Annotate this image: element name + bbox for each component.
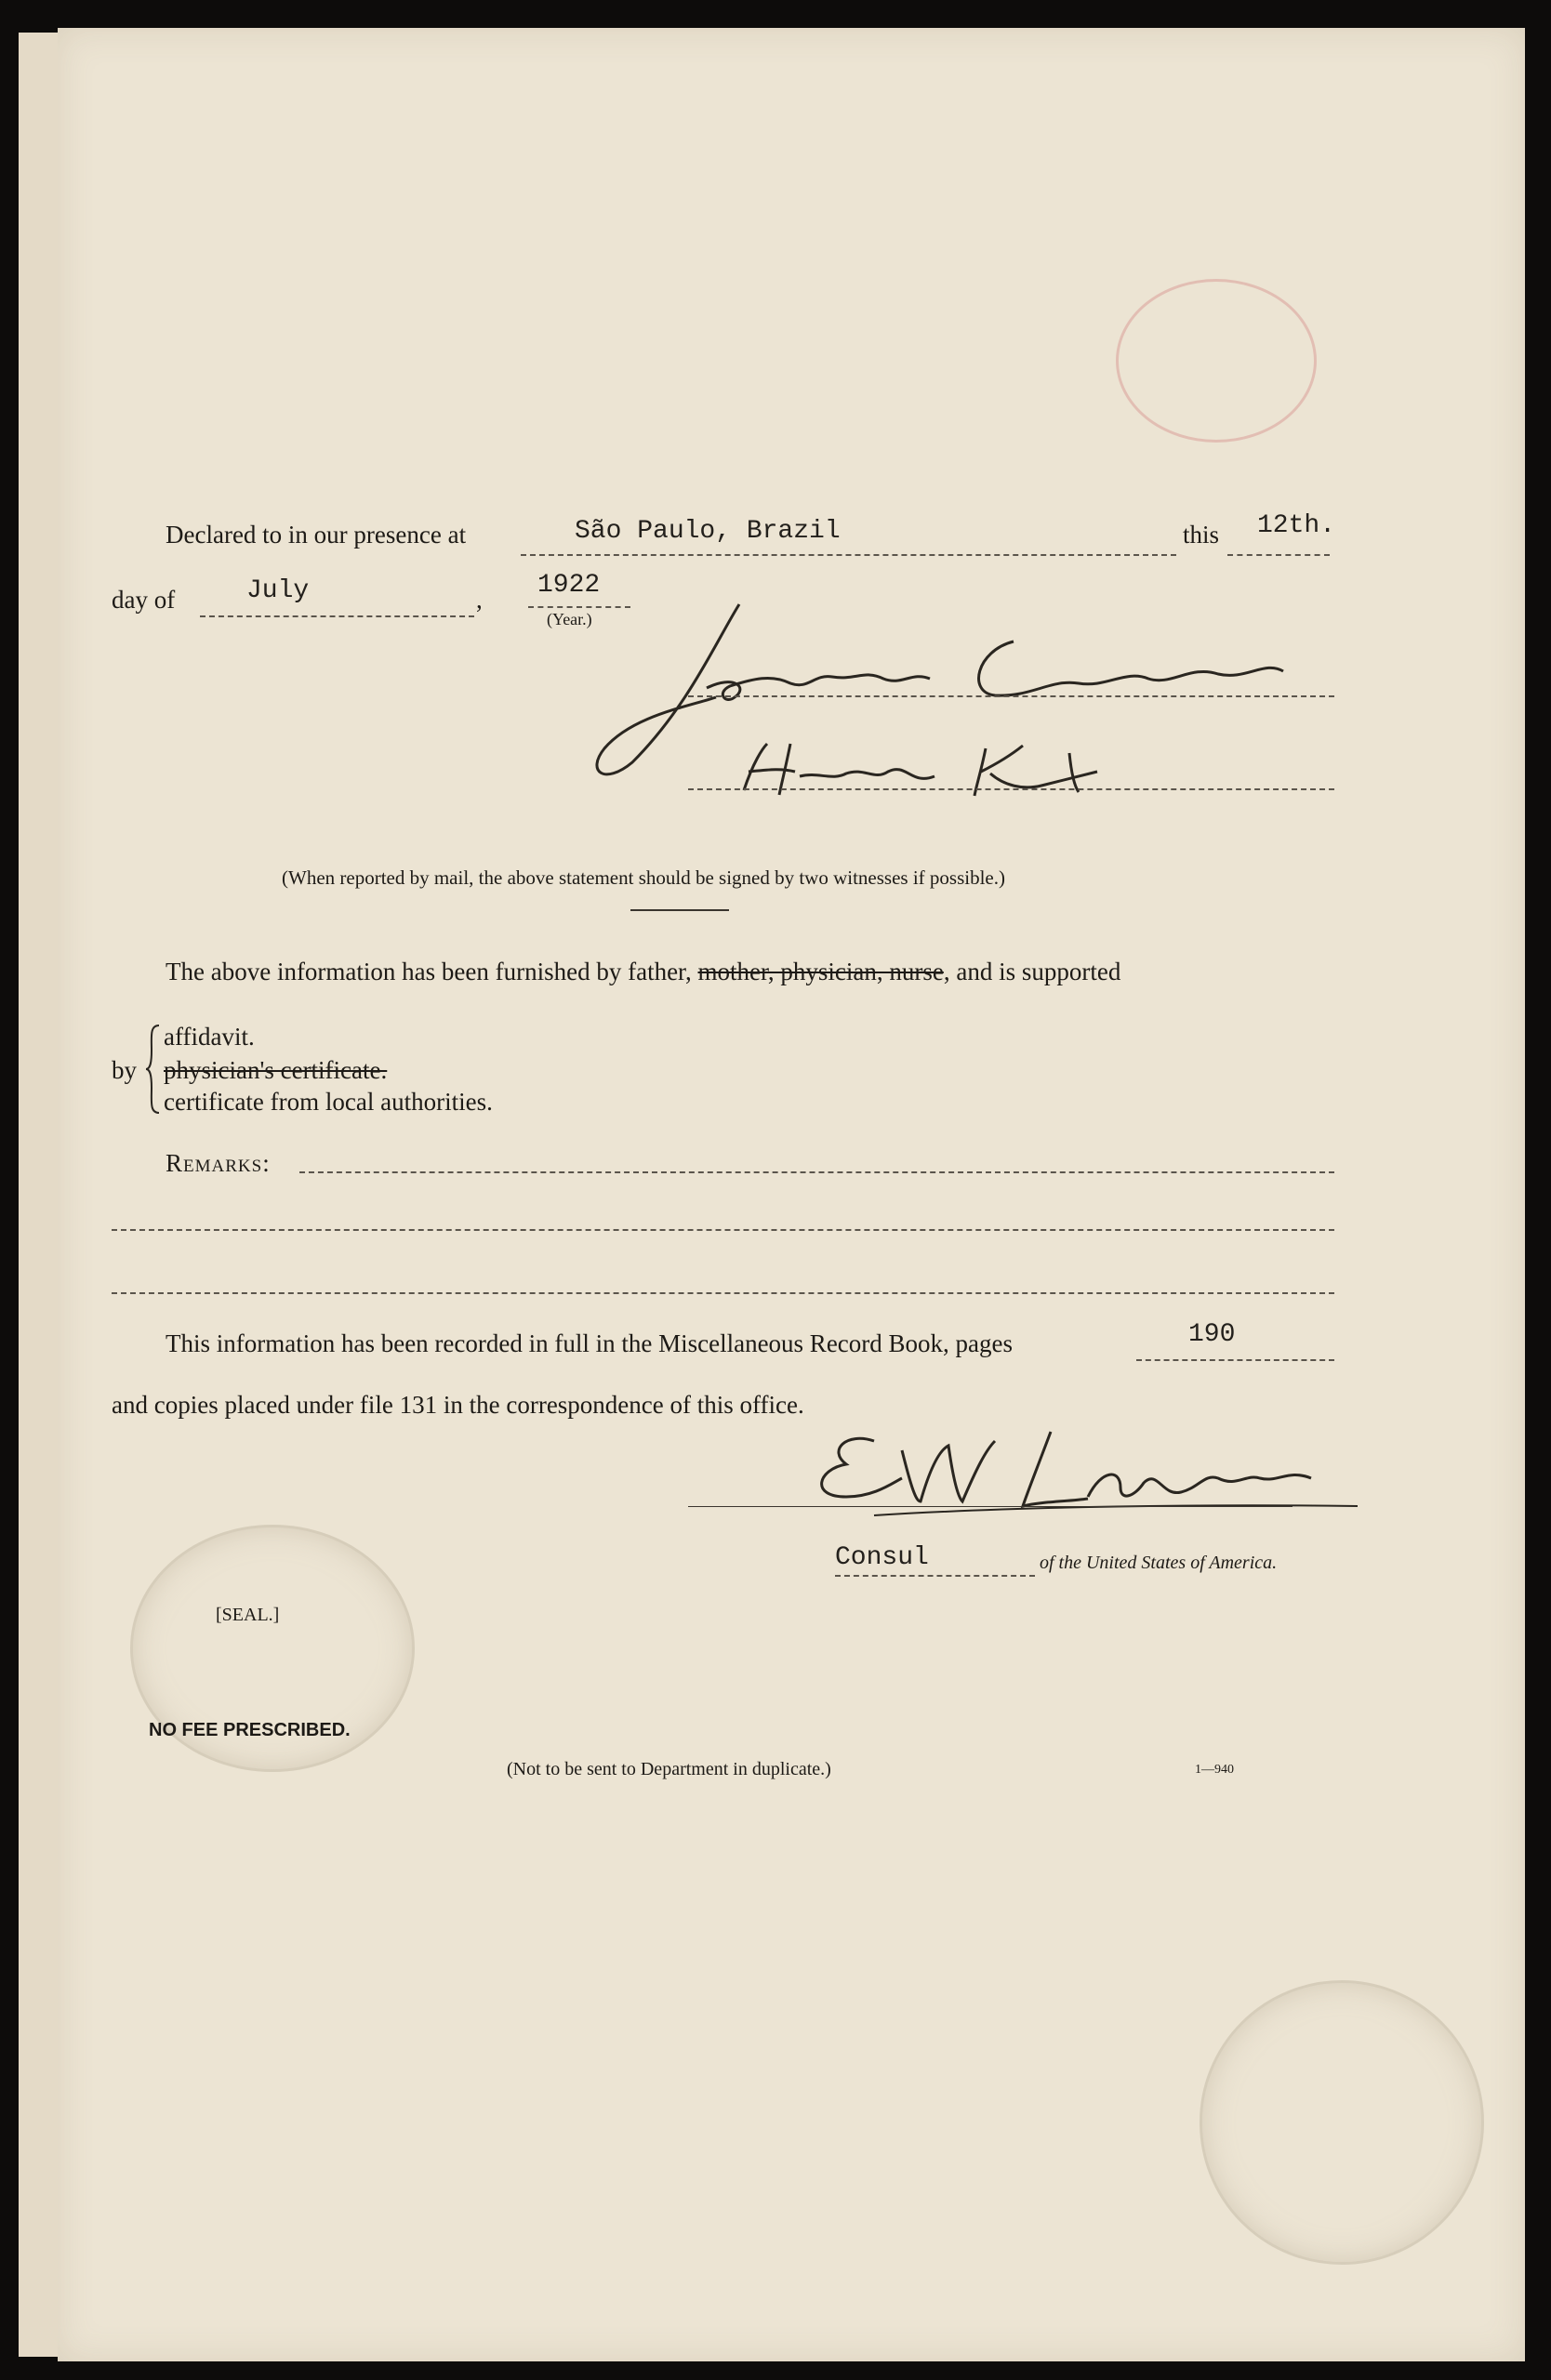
divider <box>630 909 729 911</box>
remarks-line-1 <box>299 1171 1334 1173</box>
furnished-statement <box>166 958 1120 986</box>
pages-value: 190 <box>1188 1320 1236 1349</box>
consul-title: Consul <box>835 1543 929 1572</box>
remarks-line-2 <box>112 1229 1334 1231</box>
furnished-struck: mother, physician, nurse <box>697 958 944 985</box>
dept-note: (Not to be sent to Department in duplicate.) <box>507 1759 831 1779</box>
option-physician-certificate: physician's certificate. <box>164 1056 388 1084</box>
furnished-end: , and is supported <box>943 958 1121 985</box>
month-line <box>200 615 474 617</box>
consul-suffix: of the United States of America. <box>1040 1553 1278 1573</box>
day-of-label: day of <box>112 586 176 614</box>
year-value: 1922 <box>537 571 601 600</box>
faint-stamp <box>1116 279 1317 443</box>
remarks-label: Remarks: <box>166 1149 271 1177</box>
day-line <box>1227 554 1330 556</box>
month-value: July <box>246 576 310 605</box>
this-label: this <box>1183 521 1220 549</box>
witness-line-1 <box>688 695 1334 697</box>
pages-line <box>1136 1359 1334 1361</box>
seal-label: [SEAL.] <box>216 1605 280 1625</box>
witness-line-2 <box>688 788 1334 790</box>
day-value: 12th. <box>1257 511 1336 540</box>
declared-label: Declared to in our presence at <box>166 521 467 549</box>
option-local-authorities: certificate from local authorities. <box>164 1088 493 1116</box>
remarks-line-3 <box>112 1292 1334 1294</box>
option-affidavit: affidavit. <box>164 1023 255 1051</box>
year-caption: (Year.) <box>547 610 592 628</box>
fee-note: NO FEE PRESCRIBED. <box>149 1720 351 1740</box>
furnished-start: The above information has been furnished by father, <box>166 958 692 985</box>
place-line <box>521 554 1176 556</box>
consul-signature <box>790 1413 1367 1534</box>
embossed-seal <box>1200 1980 1484 2265</box>
form-number: 1—940 <box>1195 1763 1234 1777</box>
brace <box>144 1023 163 1116</box>
consul-rule <box>688 1506 1292 1507</box>
witness-signature-2 <box>725 734 1144 809</box>
comma: , <box>476 586 483 614</box>
by-label: by <box>112 1056 137 1084</box>
record-line-2: and copies placed under file 131 in the correspondence of this office. <box>112 1391 804 1419</box>
record-line-1: This information has been recorded in full in the Miscellaneous Record Book, pages <box>166 1329 1014 1357</box>
place-value: São Paulo, Brazil <box>575 517 841 546</box>
witness-note: (When reported by mail, the above statement should be signed by two witnesses if possible.) <box>282 866 1005 889</box>
consul-title-line <box>835 1575 1035 1577</box>
